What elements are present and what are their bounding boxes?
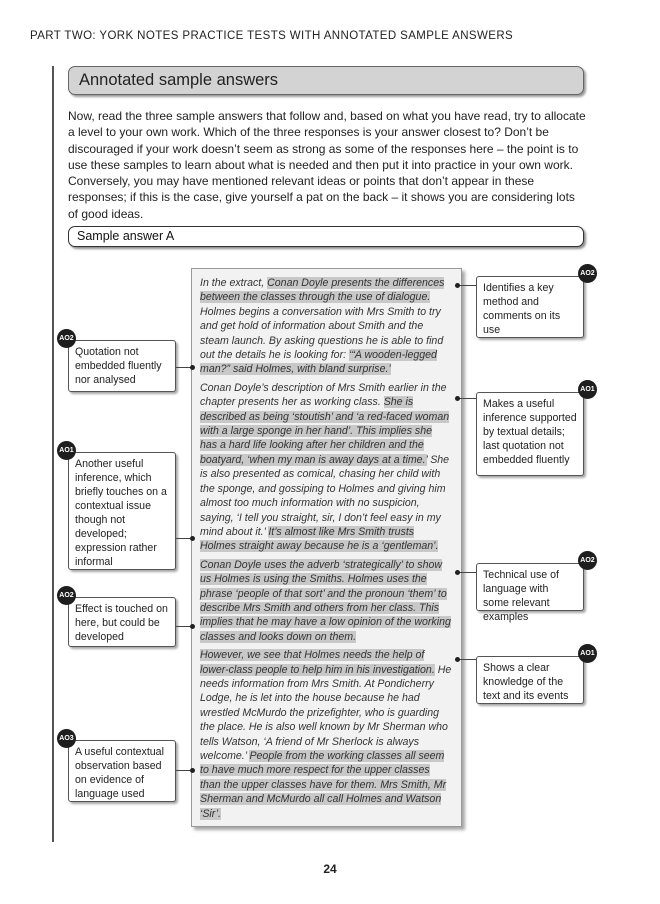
assessment-objective-badge: AO1 <box>57 441 76 460</box>
connector-dot <box>190 365 195 370</box>
answer-paragraph-4 <box>200 648 452 821</box>
assessment-objective-badge: AO2 <box>578 551 597 570</box>
highlighted-quote: ‘“A wooden-legged man?” said Holmes, with bland surprise.’ <box>200 349 437 376</box>
assessment-objective-badge: AO2 <box>57 586 76 605</box>
connector-dot <box>455 396 460 401</box>
answer-text-run: She is also presented as comical, chasing her child with the sponge, and gossiping to Holmes and giving him almost too much information with no suspicion, saying, ‘I tell you straight, sir, I don’t feel easy in my mind about it.’ <box>200 453 450 538</box>
answer-text-run: Holmes begins a conversation with Mrs Smith to try and get hold of information about Smith and the steam launch. By asking questions he is able to find out the details he is looking for: <box>200 305 444 362</box>
highlighted-text: Conan Doyle presents the differences between the classes through the use of dialogue. <box>200 277 445 304</box>
margin-rule <box>52 66 54 842</box>
connector-dot <box>455 570 460 575</box>
annotation-right-1: Identifies a key method and comments on its use <box>476 276 584 338</box>
intro-paragraph: Now, read the three sample answers that follow and, based on what you have read, try to allocate a level to your own work. Which of the three responses is your answer closest to? Don’t be discouraged if your work doesn’t seem as strong as some of the responses here – the point is to use these samples to learn about what is needed and then put it into practice in your own work. Conversely, you may have mentioned relevant ideas or points that don’t appear in these responses; if this is the case, give yourself a pat on the back – it shows you are considering lots of good ideas. <box>68 109 586 221</box>
assessment-objective-badge: AO1 <box>578 380 597 399</box>
page-number: 24 <box>323 862 337 876</box>
highlighted-text: Conan Doyle uses the adverb ‘strategically’ to show us Holmes is using the Smiths. Holmes uses the phrase ‘people of that sort’ and the pronoun ‘them’ to describe Mrs Smith and others from her class. This implies that he may have a low opinion of the working classes and looks down on them. <box>200 558 451 643</box>
answer-paragraph-1 <box>200 276 452 377</box>
answer-text-run: He needs information from Mrs Smith. At Pondicherry Lodge, he is let into the house because he had wrestled McMurdo the prizefighter, who is guarding the place. He is also well known by Mr Sherman who tells Watson, ‘A friend of Mr Sherlock is always welcome.’ <box>200 663 452 762</box>
answer-paragraph-3 <box>200 558 452 644</box>
highlighted-text: People from the working classes all seem to have much more respect for the upper classes than the upper classes have for them. Mrs Smith, Mr Sherman and McMurdo all call Holmes and Watson ‘Sir’. <box>200 750 447 820</box>
answer-paragraph-2 <box>200 381 452 554</box>
connector-dot <box>190 768 195 773</box>
highlighted-text: However, we see that Holmes needs the help of lower-class people to help him in his investigation. <box>200 649 435 676</box>
annotation-left-1: Quotation not embedded fluently nor analysed <box>68 340 176 392</box>
highlighted-text: It’s almost like Mrs Smith trusts Holmes straight away because he is a ‘gentleman’. <box>200 525 439 553</box>
annotation-right-3: Technical use of language with some relevant examples <box>476 563 584 611</box>
answer-text-run: In the extract, <box>200 277 268 289</box>
annotation-left-4: A useful contextual observation based on evidence of language used <box>68 740 176 802</box>
assessment-objective-badge: AO2 <box>57 329 76 348</box>
section-banner <box>68 66 584 95</box>
connector-dot <box>455 283 460 288</box>
annotation-left-2: Another useful inference, which briefly touches on a contextual issue though not developed; expression rather informal <box>68 452 176 570</box>
answer-text <box>200 276 452 825</box>
sample-answer-title: Sample answer A <box>77 229 175 243</box>
assessment-objective-badge: AO3 <box>57 729 76 748</box>
connector-dot <box>190 536 195 541</box>
running-head: PART TWO: YORK NOTES PRACTICE TESTS WITH ANNOTATED SAMPLE ANSWERS <box>30 30 514 42</box>
assessment-objective-badge: AO2 <box>578 264 597 283</box>
sample-answer-banner <box>68 226 584 247</box>
highlighted-text: She is described as being ‘stoutish’ and ‘a red-faced woman with a large sponge in her hand’. This implies she has a hard life looking after her children and the boatyard, ‘when my man is away days at a time.’ <box>200 396 450 466</box>
annotation-right-2: Makes a useful inference supported by textual details; last quotation not embedded fluently <box>476 392 584 476</box>
annotation-right-4: Shows a clear knowledge of the text and its events <box>476 656 584 704</box>
section-title: Annotated sample answers <box>79 71 279 89</box>
connector-dot <box>190 624 195 629</box>
annotation-left-3: Effect is touched on here, but could be developed <box>68 597 176 647</box>
answer-text-run: Conan Doyle’s description of Mrs Smith earlier in the chapter presents her as working class. <box>200 381 447 409</box>
connector-dot <box>455 657 460 662</box>
assessment-objective-badge: AO1 <box>578 644 597 663</box>
